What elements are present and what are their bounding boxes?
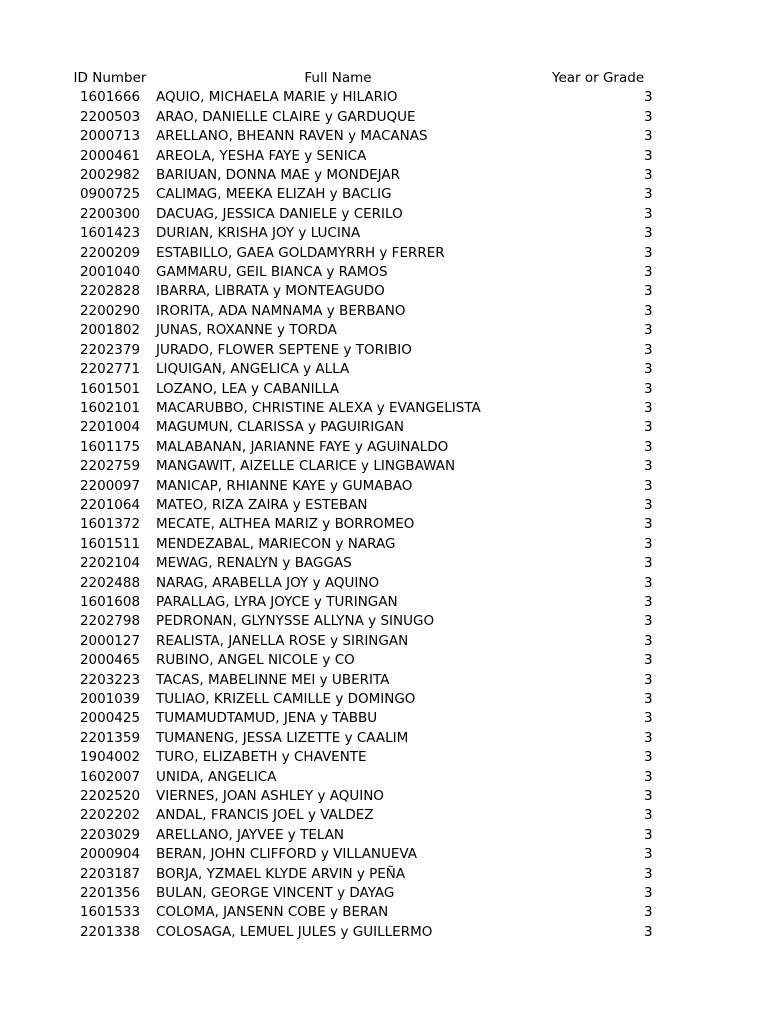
id-cell: 2200503: [79, 108, 141, 125]
table-row: [68, 903, 684, 922]
table-row: [68, 884, 684, 903]
id-cell: 2000127: [79, 632, 141, 649]
name-cell: REALISTA, JANELLA ROSE y SIRINGAN: [156, 632, 409, 649]
id-cell: 2000461: [79, 147, 141, 164]
table-row: [68, 671, 684, 690]
name-cell: AREOLA, YESHA FAYE y SENICA: [156, 147, 367, 164]
table-row: [68, 845, 684, 864]
table-body: [68, 88, 684, 942]
name-cell: MANICAP, RHIANNE KAYE y GUMABAO: [156, 477, 413, 494]
table-row: [68, 787, 684, 806]
name-cell: COLOMA, JANSENN COBE y BERAN: [156, 904, 389, 921]
id-cell: 2000713: [79, 128, 141, 145]
id-cell: 2001039: [79, 691, 141, 707]
year-cell: 3: [644, 729, 653, 746]
id-cell: 1904002: [79, 749, 141, 766]
year-cell: 3: [644, 613, 653, 630]
name-cell: MECATE, ALTHEA MARIZ y BORROMEO: [156, 516, 415, 533]
name-cell: MAGUMUN, CLARISSA y PAGUIRIGAN: [156, 419, 405, 436]
id-cell: 2203187: [79, 865, 141, 882]
table-row: [68, 418, 684, 437]
id-cell: 2203223: [79, 671, 141, 688]
year-cell: 3: [644, 458, 653, 475]
year-cell: 3: [644, 264, 653, 281]
table-row: [68, 244, 684, 263]
table-row: [68, 399, 684, 418]
table-row: [68, 709, 684, 728]
name-cell: PEDRONAN, GLYNYSSE ALLYNA y SINUGO: [156, 613, 435, 630]
name-cell: LIQUIGAN, ANGELICA y ALLA: [156, 361, 350, 378]
id-cell: 2001040: [79, 264, 141, 281]
year-cell: 3: [644, 885, 653, 902]
id-cell: 2202202: [79, 807, 141, 824]
table-row: [68, 632, 684, 651]
table-header: [68, 69, 684, 88]
id-cell: 1602007: [79, 768, 141, 785]
table-row: [68, 108, 684, 127]
id-cell: 2202520: [79, 788, 141, 805]
year-cell: 3: [644, 283, 653, 300]
id-cell: 1601666: [79, 89, 141, 106]
year-cell: 3: [644, 865, 653, 882]
table-row: [68, 263, 684, 282]
table-row: [68, 554, 684, 573]
year-cell: 3: [644, 710, 653, 727]
table-row: [68, 360, 684, 379]
id-cell: 2202771: [79, 361, 141, 378]
id-cell: 1601501: [79, 380, 141, 397]
id-cell: 2202828: [79, 283, 141, 300]
id-cell: 2000465: [79, 652, 141, 669]
year-cell: 3: [644, 826, 653, 843]
id-cell: 2201359: [79, 729, 141, 746]
id-cell: 1601423: [79, 225, 141, 242]
id-cell: 2200290: [79, 302, 141, 319]
name-cell: TURO, ELIZABETH y CHAVENTE: [156, 749, 367, 766]
year-cell: 3: [644, 302, 653, 319]
name-cell: UNIDA, ANGELICA: [156, 768, 277, 785]
table-row: [68, 205, 684, 224]
year-cell: 3: [644, 322, 653, 339]
year-cell: 3: [644, 749, 653, 766]
name-cell: MATEO, RIZA ZAIRA y ESTEBAN: [156, 496, 368, 513]
id-cell: 2202379: [79, 341, 141, 358]
name-cell: ANDAL, FRANCIS JOEL y VALDEZ: [156, 807, 374, 824]
year-cell: 3: [644, 768, 653, 785]
table-row: [68, 593, 684, 612]
year-cell: 3: [644, 205, 653, 222]
table-row: [68, 806, 684, 825]
year-cell: 3: [644, 846, 653, 863]
table-row: [68, 282, 684, 301]
id-cell: 2201338: [79, 923, 141, 940]
table-row: [68, 535, 684, 554]
table-row: [68, 302, 684, 321]
id-cell: 1602101: [79, 399, 141, 416]
table-row: [68, 380, 684, 399]
year-cell: 3: [644, 380, 653, 397]
name-cell: TUMANENG, JESSA LIZETTE y CAALIM: [156, 729, 409, 746]
name-cell: IRORITA, ADA NAMNAMA y BERBANO: [156, 302, 406, 319]
table-row: [68, 651, 684, 670]
name-cell: DACUAG, JESSICA DANIELE y CERILO: [156, 205, 403, 222]
table-row: [68, 88, 684, 107]
year-cell: 3: [644, 341, 653, 358]
name-cell: MANGAWIT, AIZELLE CLARICE y LINGBAWAN: [156, 458, 456, 475]
name-cell: BORJA, YZMAEL KLYDE ARVIN y PEÑA: [156, 865, 406, 882]
table-row: [68, 185, 684, 204]
id-cell: 2200209: [79, 244, 141, 261]
id-cell: 1601372: [79, 516, 141, 533]
year-cell: 3: [644, 516, 653, 533]
id-cell: 1601175: [79, 438, 141, 455]
year-cell: 3: [644, 593, 653, 610]
name-cell: MEWAG, RENALYN y BAGGAS: [156, 555, 352, 572]
name-cell: VIERNES, JOAN ASHLEY y AQUINO: [156, 788, 384, 805]
id-cell: 2202488: [79, 574, 141, 591]
name-cell: JURADO, FLOWER SEPTENE y TORIBIO: [156, 341, 412, 358]
table-row: [68, 515, 684, 534]
year-cell: 3: [644, 574, 653, 591]
year-cell: 3: [644, 923, 653, 940]
name-cell: LOZANO, LEA y CABANILLA: [156, 380, 340, 397]
year-cell: 3: [644, 225, 653, 242]
year-cell: 3: [644, 108, 653, 125]
table-row: [68, 147, 684, 166]
name-cell: MACARUBBO, CHRISTINE ALEXA y EVANGELISTA: [156, 399, 481, 416]
table-row: [68, 923, 684, 942]
name-cell: BULAN, GEORGE VINCENT y DAYAG: [156, 885, 395, 902]
name-cell: COLOSAGA, LEMUEL JULES y GUILLERMO: [156, 923, 433, 940]
id-cell: 2203029: [79, 826, 141, 843]
id-cell: 2202798: [79, 613, 141, 630]
id-cell: 2202104: [79, 555, 141, 572]
name-cell: TUMAMUDTAMUD, JENA y TABBU: [156, 710, 378, 727]
year-cell: 3: [644, 419, 653, 436]
year-cell: 3: [644, 788, 653, 805]
id-cell: 2202759: [79, 458, 141, 475]
name-cell: ARELLANO, BHEANN RAVEN y MACANAS: [156, 128, 428, 145]
year-cell: 3: [644, 652, 653, 669]
table-row: [68, 321, 684, 340]
name-cell: IBARRA, LIBRATA y MONTEAGUDO: [156, 283, 385, 300]
year-cell: 3: [644, 555, 653, 572]
name-cell: CALIMAG, MEEKA ELIZAH y BACLIG: [156, 186, 392, 203]
year-cell: 3: [644, 399, 653, 416]
name-cell: TACAS, MABELINNE MEI y UBERITA: [156, 671, 390, 688]
id-cell: 0900725: [79, 186, 141, 203]
year-cell: 3: [644, 244, 653, 261]
id-cell: 2000904: [79, 846, 141, 863]
year-cell: 3: [644, 361, 653, 378]
name-cell: RUBINO, ANGEL NICOLE y CO: [156, 652, 355, 669]
id-cell: 2000425: [79, 710, 141, 727]
year-cell: 3: [644, 147, 653, 164]
id-cell: 2201004: [79, 419, 141, 436]
id-cell: 2200097: [79, 477, 141, 494]
year-cell: 3: [644, 535, 653, 552]
table-row: [68, 574, 684, 593]
name-cell: GAMMARU, GEIL BIANCA y RAMOS: [156, 264, 388, 281]
name-cell: TULIAO, KRIZELL CAMILLE y DOMINGO: [156, 691, 416, 707]
year-cell: 3: [644, 807, 653, 824]
header-row: [68, 69, 684, 88]
year-cell: 3: [644, 904, 653, 921]
table-row: [68, 457, 684, 476]
name-cell: MALABANAN, JARIANNE FAYE y AGUINALDO: [156, 438, 449, 455]
table-row: [68, 768, 684, 787]
table-row: [68, 865, 684, 884]
year-cell: 3: [644, 438, 653, 455]
id-cell: 2200300: [79, 205, 141, 222]
header-full-name: Full Name: [304, 70, 372, 86]
table-row: [68, 690, 684, 709]
name-cell: MENDEZABAL, MARIECON y NARAG: [156, 535, 396, 552]
table-row: [68, 612, 684, 631]
name-cell: PARALLAG, LYRA JOYCE y TURINGAN: [156, 593, 398, 610]
year-cell: 3: [644, 89, 653, 106]
table-row: [68, 826, 684, 845]
id-cell: 1601608: [79, 593, 141, 610]
name-cell: ARAO, DANIELLE CLAIRE y GARDUQUE: [156, 108, 416, 125]
table-row: [68, 496, 684, 515]
year-cell: 3: [644, 167, 653, 184]
name-cell: BERAN, JOHN CLIFFORD y VILLANUEVA: [156, 846, 418, 863]
table-row: [68, 748, 684, 767]
id-cell: 2002982: [79, 167, 141, 184]
table-row: [68, 477, 684, 496]
id-cell: 2001802: [79, 322, 141, 339]
year-cell: 3: [644, 632, 653, 649]
table-row: [68, 729, 684, 748]
id-cell: 2201356: [79, 885, 141, 902]
header-year-or-grade: Year or Grade: [552, 70, 645, 86]
table-row: [68, 166, 684, 185]
header-id-number: ID Number: [73, 70, 147, 86]
name-cell: AQUIO, MICHAELA MARIE y HILARIO: [156, 89, 398, 106]
year-cell: 3: [644, 496, 653, 513]
id-cell: 2201064: [79, 496, 141, 513]
name-cell: ARELLANO, JAYVEE y TELAN: [156, 826, 345, 843]
table-row: [68, 438, 684, 457]
name-cell: DURIAN, KRISHA JOY y LUCINA: [156, 225, 361, 242]
id-cell: 1601511: [79, 535, 141, 552]
name-cell: ESTABILLO, GAEA GOLDAMYRRH y FERRER: [156, 244, 445, 261]
table-row: [68, 224, 684, 243]
id-cell: 1601533: [79, 904, 141, 921]
year-cell: 3: [644, 671, 653, 688]
year-cell: 3: [644, 691, 653, 707]
year-cell: 3: [644, 477, 653, 494]
student-table: [68, 69, 684, 942]
name-cell: JUNAS, ROXANNE y TORDA: [156, 322, 337, 339]
name-cell: BARIUAN, DONNA MAE y MONDEJAR: [156, 167, 401, 184]
year-cell: 3: [644, 186, 653, 203]
year-cell: 3: [644, 128, 653, 145]
name-cell: NARAG, ARABELLA JOY y AQUINO: [156, 574, 380, 591]
table-row: [68, 341, 684, 360]
table-row: [68, 127, 684, 146]
